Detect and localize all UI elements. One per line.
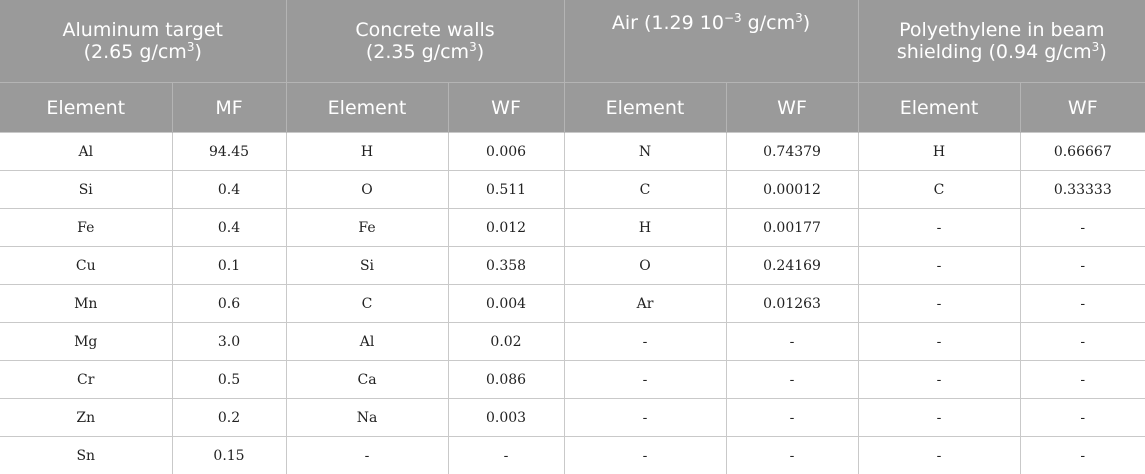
table-cell: -: [1020, 247, 1145, 285]
column-header: Element: [564, 83, 726, 133]
table-cell: Mn: [0, 285, 172, 323]
table-row: [0, 209, 1145, 247]
table-cell: Al: [286, 323, 448, 361]
group-title-suffix: ): [803, 12, 810, 34]
table-row: [0, 171, 1145, 209]
table-row: [0, 399, 1145, 437]
table-cell: -: [726, 361, 858, 399]
table-cell: -: [858, 285, 1020, 323]
table-row: [0, 323, 1145, 361]
group-density-prefix: shielding (0.94 g/cm: [897, 41, 1092, 63]
table-cell: 0.004: [448, 285, 564, 323]
column-header: MF: [172, 83, 286, 133]
table-cell: Cr: [0, 361, 172, 399]
table-cell: 0.00012: [726, 171, 858, 209]
table-cell: -: [1020, 285, 1145, 323]
group-header-air: [564, 0, 858, 83]
group-density-prefix: (2.65 g/cm: [84, 41, 187, 63]
group-density-suffix: ): [477, 41, 484, 63]
table-cell: 94.45: [172, 133, 286, 171]
table-cell: 3.0: [172, 323, 286, 361]
table-cell: -: [726, 399, 858, 437]
table-cell: Si: [0, 171, 172, 209]
table-cell: -: [564, 361, 726, 399]
table-cell: -: [286, 437, 448, 474]
group-header-aluminum-target: [0, 0, 286, 83]
table-cell: -: [448, 437, 564, 474]
table-cell: N: [564, 133, 726, 171]
table-cell: -: [1020, 209, 1145, 247]
table-cell: -: [1020, 437, 1145, 474]
table-cell: O: [286, 171, 448, 209]
table-cell: H: [564, 209, 726, 247]
table-cell: C: [858, 171, 1020, 209]
table-cell: 0.012: [448, 209, 564, 247]
column-header: Element: [0, 83, 172, 133]
table-cell: Al: [0, 133, 172, 171]
table-cell: -: [564, 437, 726, 474]
table-cell: 0.086: [448, 361, 564, 399]
table-cell: 0.00177: [726, 209, 858, 247]
table-cell: 0.74379: [726, 133, 858, 171]
table-cell: Fe: [286, 209, 448, 247]
table-cell: Ca: [286, 361, 448, 399]
table-cell: 0.01263: [726, 285, 858, 323]
table-cell: 0.6: [172, 285, 286, 323]
table-cell: 0.66667: [1020, 133, 1145, 171]
group-title: Concrete walls: [355, 19, 494, 41]
table-cell: -: [1020, 399, 1145, 437]
group-title: Polyethylene in beam: [899, 19, 1104, 41]
table-cell: 0.003: [448, 399, 564, 437]
table-cell: O: [564, 247, 726, 285]
table-row: [0, 285, 1145, 323]
table-cell: 0.5: [172, 361, 286, 399]
table-cell: 0.1: [172, 247, 286, 285]
table-cell: -: [564, 399, 726, 437]
group-title-unit: g/cm: [742, 12, 795, 34]
group-density-exponent: 3: [1092, 40, 1100, 54]
table-cell: Zn: [0, 399, 172, 437]
column-header: Element: [286, 83, 448, 133]
table-cell: -: [858, 361, 1020, 399]
column-header-row: [0, 83, 1145, 133]
group-density-exponent: 3: [469, 40, 477, 54]
table-cell: 0.006: [448, 133, 564, 171]
table-cell: -: [1020, 361, 1145, 399]
table-cell: 0.24169: [726, 247, 858, 285]
table-cell: -: [1020, 323, 1145, 361]
table-cell: Cu: [0, 247, 172, 285]
table-cell: 0.15: [172, 437, 286, 474]
column-header: WF: [1020, 83, 1145, 133]
table-cell: -: [858, 247, 1020, 285]
table-cell: 0.358: [448, 247, 564, 285]
table-body: [0, 133, 1145, 474]
table-cell: 0.4: [172, 171, 286, 209]
table-cell: 0.02: [448, 323, 564, 361]
group-density-prefix: (2.35 g/cm: [366, 41, 469, 63]
column-header: WF: [448, 83, 564, 133]
table-row: [0, 133, 1145, 171]
group-density-exponent: 3: [187, 40, 195, 54]
group-header-polyethylene: [858, 0, 1145, 83]
group-header-row: [0, 0, 1145, 83]
table-cell: Si: [286, 247, 448, 285]
table-cell: -: [858, 437, 1020, 474]
table-cell: C: [286, 285, 448, 323]
table-cell: 0.2: [172, 399, 286, 437]
table-cell: Mg: [0, 323, 172, 361]
table-cell: Fe: [0, 209, 172, 247]
table-header: [0, 0, 1145, 133]
group-title-exponent: −3: [724, 11, 742, 25]
table-cell: 0.511: [448, 171, 564, 209]
table-cell: -: [858, 323, 1020, 361]
table-row: [0, 437, 1145, 474]
table-cell: -: [726, 323, 858, 361]
column-header: Element: [858, 83, 1020, 133]
table-cell: 0.4: [172, 209, 286, 247]
table-cell: H: [858, 133, 1020, 171]
group-title: Aluminum target: [63, 19, 224, 41]
group-title-unit-exponent: 3: [795, 11, 803, 25]
table-cell: Na: [286, 399, 448, 437]
group-title-prefix: Air (1.29 10: [612, 12, 724, 34]
table-row: [0, 247, 1145, 285]
group-density-suffix: ): [194, 41, 201, 63]
table-cell: 0.33333: [1020, 171, 1145, 209]
table-cell: -: [858, 209, 1020, 247]
table-cell: C: [564, 171, 726, 209]
table-cell: Ar: [564, 285, 726, 323]
group-header-concrete-walls: [286, 0, 564, 83]
column-header: WF: [726, 83, 858, 133]
table-cell: H: [286, 133, 448, 171]
table-cell: -: [726, 437, 858, 474]
group-density-suffix: ): [1099, 41, 1106, 63]
table-cell: -: [564, 323, 726, 361]
table-cell: -: [858, 399, 1020, 437]
table-row: [0, 361, 1145, 399]
table-cell: Sn: [0, 437, 172, 474]
